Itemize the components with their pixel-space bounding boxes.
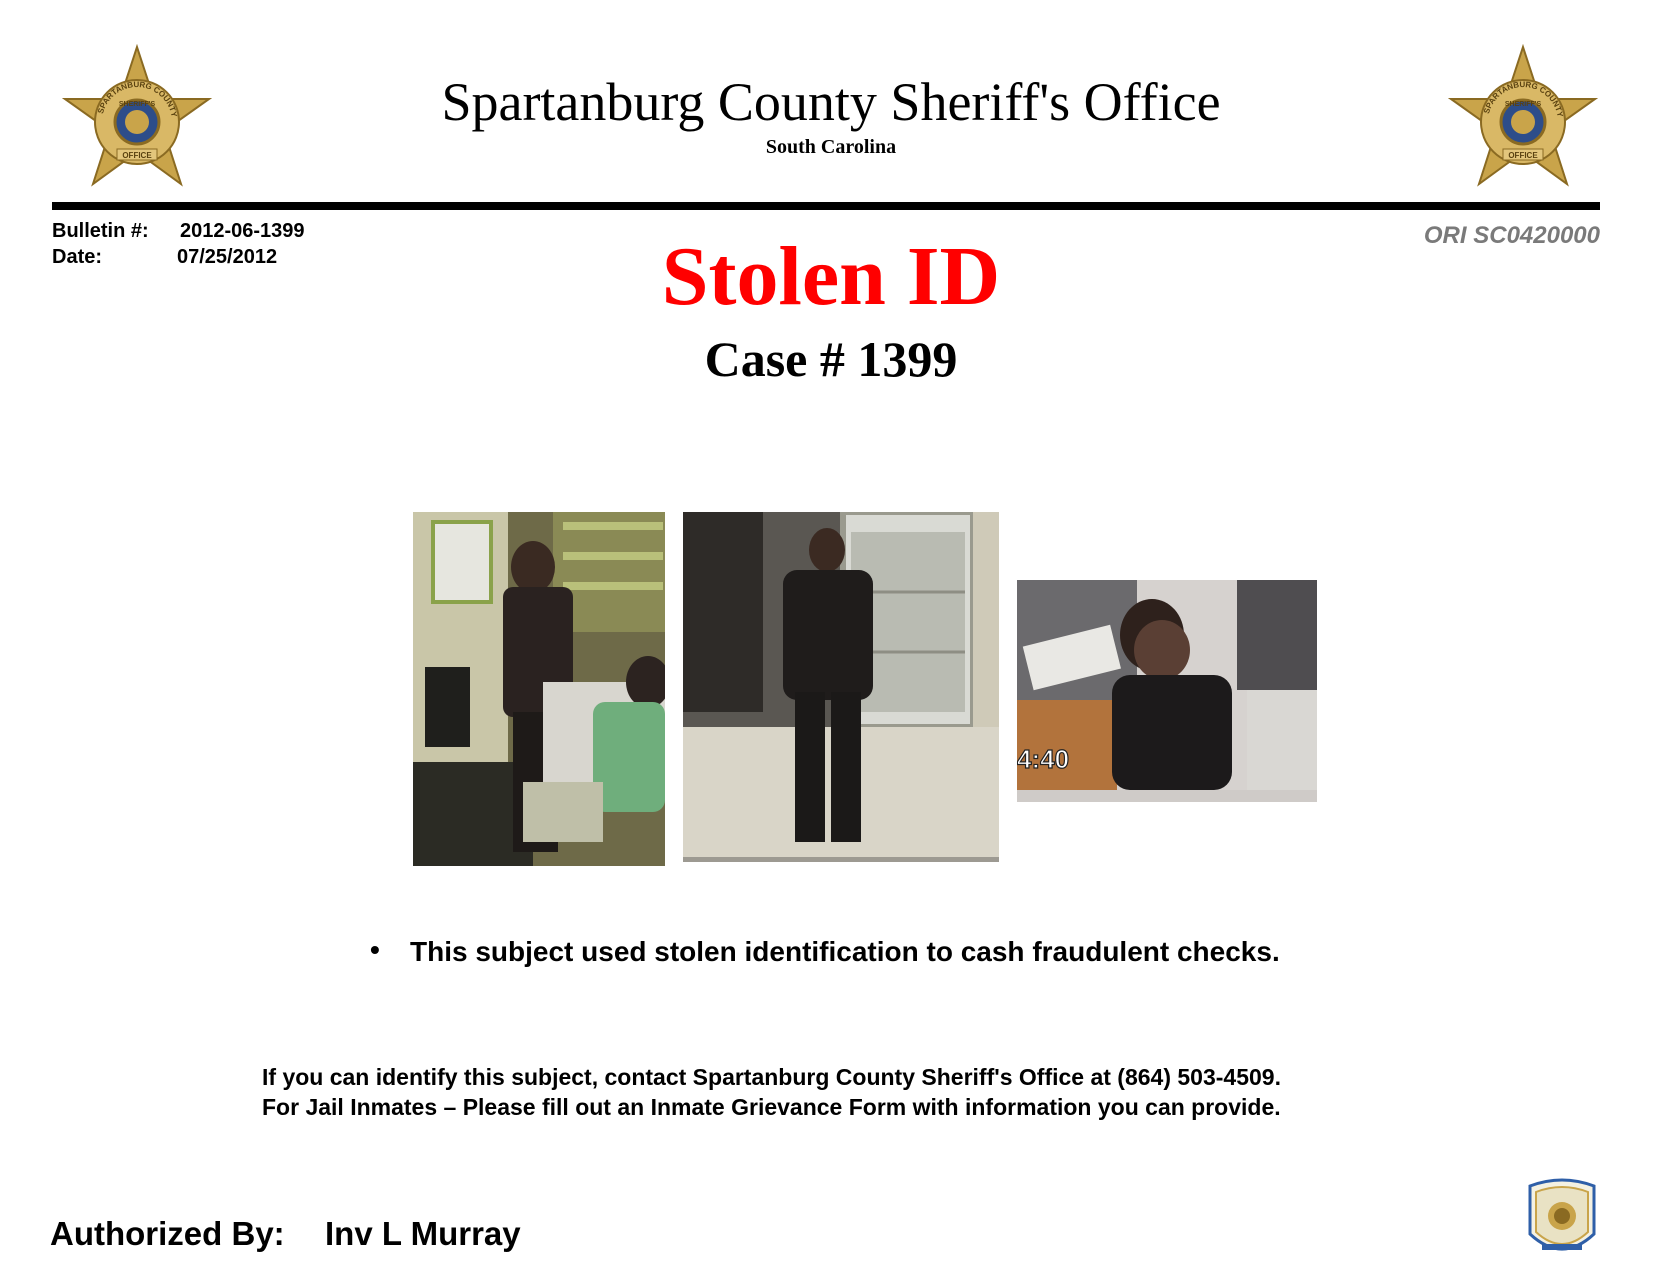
contact-line-public: If you can identify this subject, contact Spartanburg County Sheriff's Office at (864) 503-4509. <box>262 1064 1281 1090</box>
bulletin-date: 07/25/2012 <box>177 246 278 268</box>
bullet-point-marker: • <box>370 934 380 965</box>
surveillance-photo-2 <box>683 512 999 862</box>
subject-description: This subject used stolen identification to cash fraudulent checks. <box>410 936 1280 967</box>
bulletin-number: 2012-06-1399 <box>180 220 305 242</box>
surveillance-photo-1 <box>413 512 665 866</box>
surveillance-photo-3 <box>1017 580 1317 802</box>
accreditation-seal <box>1524 1174 1600 1264</box>
authorized-by-name: Inv L Murray <box>325 1215 521 1252</box>
date-label: Date: <box>52 246 103 268</box>
badge-arc-text: SPARTANBURG COUNTY <box>96 79 179 118</box>
ori-number: ORI SC0420000 <box>1423 222 1600 249</box>
badge-bottom-text: OFFICE <box>122 151 152 160</box>
notice-title: Stolen ID <box>661 230 1001 323</box>
badge-mid-text: SHERIFF'S <box>118 101 156 108</box>
agency-name: Spartanburg County Sheriff's Office <box>441 72 1221 132</box>
svg-text:SHERIFF'S: SHERIFF'S <box>1504 101 1542 108</box>
bulletin-label: Bulletin #: <box>52 220 149 242</box>
svg-text:OFFICE: OFFICE <box>1508 151 1538 160</box>
camera-timestamp: 4:40 <box>1017 744 1070 774</box>
case-number: Case # 1399 <box>704 331 958 387</box>
agency-state: South Carolina <box>765 136 897 158</box>
authorized-by-label: Authorized By: <box>50 1215 285 1252</box>
header-divider <box>52 202 1600 210</box>
svg-text:SPARTANBURG COUNTY: SPARTANBURG COUNTY <box>1482 79 1565 118</box>
contact-line-inmates: For Jail Inmates – Please fill out an Inmate Grievance Form with information you can provide. <box>262 1094 1281 1120</box>
